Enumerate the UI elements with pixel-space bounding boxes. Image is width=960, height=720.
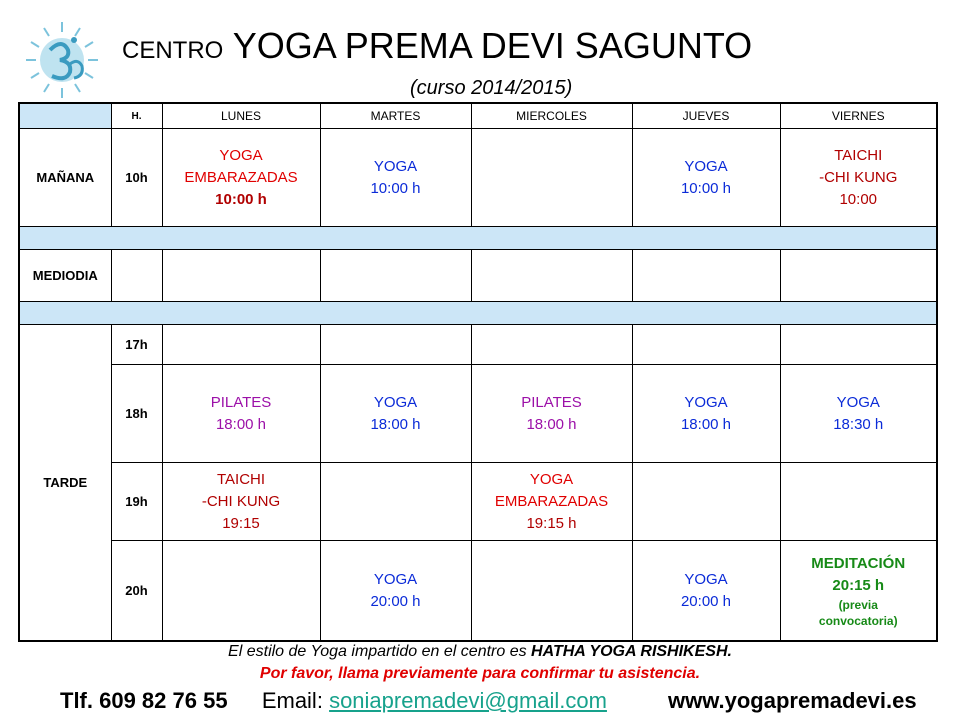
- separator-band: [19, 302, 937, 325]
- class-time: 19:15 h: [526, 514, 577, 532]
- cell-19-lunes: [162, 463, 320, 541]
- midday-hour-cell: [111, 250, 162, 302]
- class-name: YOGA: [836, 393, 880, 411]
- attendance-notice: Por favor, llama previamente para confirmar tu asistencia.: [259, 665, 701, 682]
- style-name: HATHA YOGA RISHIKESH.: [531, 643, 732, 660]
- class-time: 18:30 h: [833, 415, 884, 433]
- style-prefix: El estilo de Yoga impartido en el centro es: [228, 643, 532, 660]
- class-name: YOGA: [373, 393, 418, 411]
- cell-midday-viernes: [780, 250, 937, 302]
- class-name-line2: -CHI KUNG: [201, 492, 281, 510]
- row-17h: [19, 325, 937, 365]
- cell-20-jueves: [632, 541, 780, 642]
- class-name-line2: EMBARAZADAS: [184, 168, 298, 186]
- class-time: 10:00 h: [215, 190, 267, 208]
- cell-19-jueves: [632, 463, 780, 541]
- separator-cell: [19, 302, 937, 325]
- class-note: (previa: [838, 597, 878, 612]
- class-name: YOGA: [219, 146, 263, 164]
- class-name: YOGA: [373, 570, 418, 588]
- cell-20-viernes: [780, 541, 937, 642]
- class-name-line2: EMBARAZADAS: [494, 492, 609, 510]
- cell-20-miercoles: [471, 541, 632, 642]
- schedule-table: [18, 102, 938, 642]
- row-18h: [19, 365, 937, 463]
- cell-morning-viernes: [780, 129, 937, 227]
- email-link[interactable]: soniapremadevi@gmail.com: [329, 688, 607, 713]
- title-main: YOGA PREMA DEVI SAGUNTO: [232, 25, 753, 66]
- day-header-martes: MARTES: [320, 103, 471, 129]
- cell-17-lunes: [162, 325, 320, 365]
- class-name-line2: -CHI KUNG: [819, 168, 898, 186]
- class-name: PILATES: [521, 393, 582, 411]
- class-time: 19:15: [222, 514, 260, 532]
- email-label: Email:: [261, 688, 323, 713]
- website-link[interactable]: www.yogapremadevi.es: [668, 688, 917, 713]
- hour-label-18: 18h: [111, 365, 162, 463]
- cell-18-jueves: [632, 365, 780, 463]
- page-title: [122, 26, 752, 71]
- cell-18-viernes: [780, 365, 937, 463]
- cell-19-miercoles: [471, 463, 632, 541]
- cell-morning-lunes: [162, 129, 320, 227]
- class-time: 18:00 h: [370, 415, 421, 433]
- class-time: 10:00 h: [370, 179, 421, 197]
- subtitle: (curso 2014/2015): [410, 77, 573, 99]
- cell-midday-martes: [320, 250, 471, 302]
- morning-row: [19, 129, 937, 227]
- class-time: 20:00 h: [370, 592, 421, 610]
- midday-row: [19, 250, 937, 302]
- separator-band: [19, 227, 937, 250]
- class-time: 20:00 h: [680, 592, 732, 610]
- row-19h: [19, 463, 937, 541]
- hour-label-19: 19h: [111, 463, 162, 541]
- cell-18-lunes: [162, 365, 320, 463]
- class-name: YOGA: [684, 393, 728, 411]
- class-name: MEDITACIÓN: [811, 554, 906, 572]
- cell-midday-lunes: [162, 250, 320, 302]
- period-morning: MAÑANA: [19, 129, 111, 227]
- title-prefix: CENTRO: [122, 37, 224, 64]
- cell-midday-jueves: [632, 250, 780, 302]
- hour-label-20: 20h: [111, 541, 162, 642]
- contact-line: [60, 688, 917, 714]
- class-name: YOGA: [684, 570, 728, 588]
- cell-morning-jueves: [632, 129, 780, 227]
- class-time: 20:15 h: [832, 576, 885, 594]
- separator-cell: [19, 227, 937, 250]
- class-time: 18:00 h: [526, 415, 577, 433]
- cell-18-martes: [320, 365, 471, 463]
- cell-19-martes: [320, 463, 471, 541]
- style-info: [0, 643, 960, 661]
- hour-column-header: H.: [111, 103, 162, 129]
- phone-number: Tlf. 609 82 76 55: [60, 688, 228, 713]
- day-header-miercoles: MIERCOLES: [471, 103, 632, 129]
- class-name: PILATES: [210, 393, 272, 411]
- cell-17-martes: [320, 325, 471, 365]
- class-name: YOGA: [529, 470, 574, 488]
- cell-17-jueves: [632, 325, 780, 365]
- corner-cell: [19, 103, 111, 129]
- class-time: 18:00 h: [680, 415, 732, 433]
- class-name: TAICHI: [834, 146, 883, 164]
- hour-label-10: 10h: [111, 129, 162, 227]
- cell-morning-martes: [320, 129, 471, 227]
- cell-18-miercoles: [471, 365, 632, 463]
- row-20h: [19, 541, 937, 642]
- day-header-lunes: LUNES: [162, 103, 320, 129]
- class-name: YOGA: [373, 157, 418, 175]
- cell-20-martes: [320, 541, 471, 642]
- class-time: 18:00 h: [215, 415, 267, 433]
- period-midday: MEDIODIA: [19, 250, 111, 302]
- class-time: 10:00 h: [680, 179, 732, 197]
- cell-20-lunes: [162, 541, 320, 642]
- period-afternoon: TARDE: [19, 325, 111, 642]
- cell-19-viernes: [780, 463, 937, 541]
- day-header-jueves: JUEVES: [632, 103, 780, 129]
- day-header-viernes: VIERNES: [780, 103, 937, 129]
- class-time: 10:00: [839, 190, 878, 208]
- cell-17-miercoles: [471, 325, 632, 365]
- cell-17-viernes: [780, 325, 937, 365]
- om-logo-icon: [22, 20, 102, 100]
- class-note-line2: convocatoria): [818, 613, 898, 628]
- header-row: [19, 103, 937, 129]
- cell-midday-miercoles: [471, 250, 632, 302]
- class-name: YOGA: [684, 157, 728, 175]
- hour-label-17: 17h: [111, 325, 162, 365]
- class-name: TAICHI: [216, 470, 266, 488]
- cell-morning-miercoles: [471, 129, 632, 227]
